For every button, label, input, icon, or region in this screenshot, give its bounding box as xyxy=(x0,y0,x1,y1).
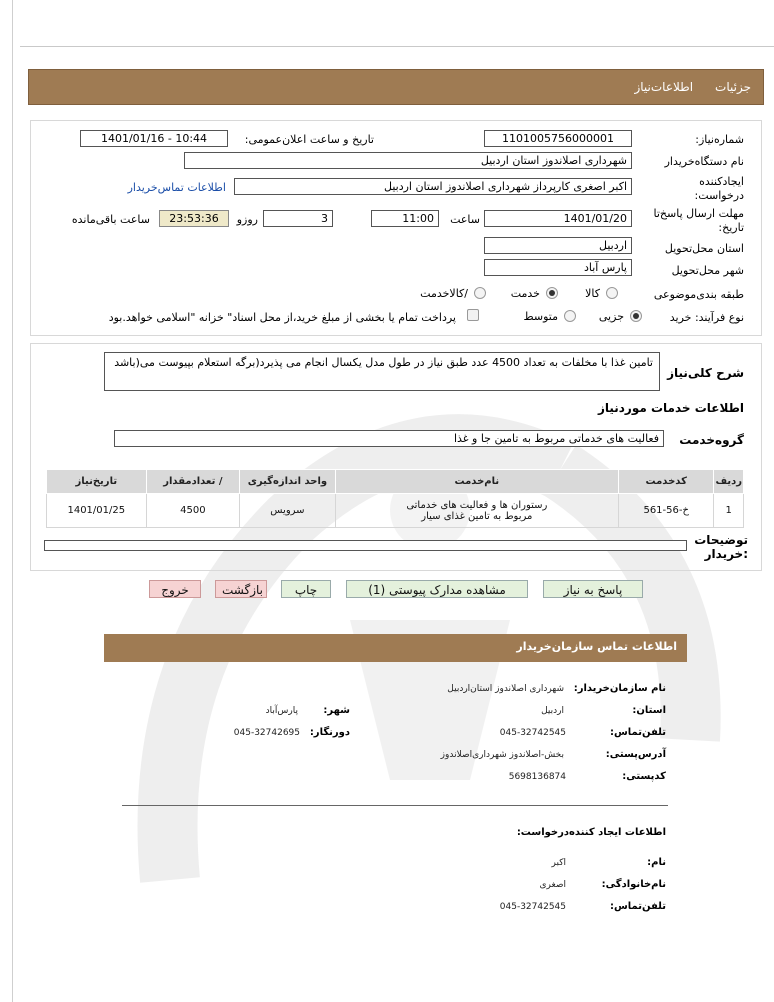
creator-phone-value: 045-32742545 xyxy=(499,902,566,912)
creator-name-label: نام: xyxy=(647,857,666,868)
creator-family-label: نام‌خانوادگی: xyxy=(601,879,666,890)
remaining-time-field: 23:53:36 xyxy=(159,210,229,227)
process-minor-label: جزیی xyxy=(598,310,624,323)
deadline-date-field: 1401/01/20 xyxy=(484,210,632,227)
city-label: شهر محل‌تحویل xyxy=(671,264,744,277)
details-header-bar xyxy=(28,69,764,105)
process-medium-radio[interactable] xyxy=(564,310,576,322)
cell-date: 1401/01/25 xyxy=(47,494,147,528)
col-qty: / تعدادمقدار xyxy=(146,470,240,494)
cell-row: 1 xyxy=(714,494,744,528)
deadline-time-field: 11:00 xyxy=(371,210,439,227)
creator-field: اکبر اصغری کارپرداز شهرداری اصلاندوز استان اردبیل xyxy=(234,178,632,195)
time-label: ساعت xyxy=(450,213,480,226)
contact-fax-label: دورنگار: xyxy=(309,727,350,738)
buyer-notes-label-1: توضیحات xyxy=(694,533,748,547)
category-service-radio[interactable] xyxy=(546,287,558,299)
contact-header-bar: اطلاعات تماس سازمان‌خریدار xyxy=(104,634,687,662)
category-goods-label: کالا xyxy=(585,287,600,300)
col-name: نام‌خدمت xyxy=(335,470,618,494)
contact-city-value: پارس‌آباد xyxy=(265,706,298,716)
treasury-payment-checkbox[interactable] xyxy=(467,309,479,321)
description-label: شرح کلی‌نیاز xyxy=(667,366,744,380)
announce-label: تاریخ و ساعت اعلان‌عمومی: xyxy=(244,133,374,146)
deadline-label-1: مهلت ارسال پاسخ‌تا xyxy=(653,207,744,220)
contact-org-label: نام سازمان‌خریدار: xyxy=(573,683,666,694)
contact-address-label: آدرس‌پستی: xyxy=(605,749,666,760)
announce-field: 1401/01/16 - 10:44 xyxy=(80,130,228,147)
top-divider xyxy=(20,46,774,47)
contact-province-label: استان: xyxy=(632,705,666,716)
category-both-radio[interactable] xyxy=(474,287,486,299)
contact-postal-label: کدپستی: xyxy=(622,771,666,782)
contact-phone-label: تلفن‌تماس: xyxy=(609,727,666,738)
province-label: استان محل‌تحویل xyxy=(664,242,744,255)
tab-details[interactable]: جزئیات xyxy=(715,80,751,94)
cell-unit: سرویس xyxy=(240,494,336,528)
buyer-org-field: شهرداری اصلاندوز استان اردبیل xyxy=(184,152,632,169)
city-field: پارس آباد xyxy=(484,259,632,276)
service-group-label: گروه‌خدمت xyxy=(679,433,744,447)
creator-name-value: اکبر xyxy=(551,858,566,868)
creator-label-1: ایجادکننده xyxy=(699,175,744,188)
contact-address-value: بخش-اصلاندوز شهرداری‌اصلاندوز xyxy=(440,750,564,760)
treasury-payment-note: پرداخت تمام یا بخشی از مبلغ خرید،از محل اسناد" خزانه "اسلامی خواهد.بود xyxy=(108,311,456,324)
creator-info-title: اطلاعات ایجاد کننده‌درخواست: xyxy=(516,827,666,838)
services-table xyxy=(46,469,744,528)
cell-name xyxy=(335,494,618,528)
deadline-label-2: تاریخ: xyxy=(718,221,744,234)
tab-need-info[interactable]: اطلاعات‌نیاز xyxy=(634,80,694,94)
creator-phone-label: تلفن‌تماس: xyxy=(609,901,666,912)
contact-province-value: اردبیل xyxy=(541,706,564,716)
category-service-label: خدمت xyxy=(510,287,540,300)
cell-name-line-1: رستوران ها و فعالیت های خدماتی xyxy=(406,499,548,511)
need-number-label: شماره‌نیاز: xyxy=(695,133,744,146)
col-unit: واحد اندازه‌گیری xyxy=(240,470,336,494)
page-left-border xyxy=(12,0,13,1002)
col-code: کدخدمت xyxy=(618,470,713,494)
attachments-button[interactable]: مشاهده مدارک پیوستی (1) xyxy=(346,580,528,598)
buyer-contact-link[interactable]: اطلاعات تماس‌خریدار xyxy=(127,181,226,194)
province-field: اردبیل xyxy=(484,237,632,254)
back-button[interactable]: بازگشت xyxy=(215,580,267,598)
service-group-field: فعالیت های خدماتی مربوط به تامین جا و غذا xyxy=(114,430,664,447)
process-medium-label: متوسط xyxy=(523,310,558,323)
contact-phone-value: 045-32742545 xyxy=(499,728,566,738)
category-goods-radio[interactable] xyxy=(606,287,618,299)
category-label: طبقه بندی‌موضوعی xyxy=(653,288,744,301)
creator-label-2: درخواست: xyxy=(694,189,744,202)
creator-family-value: اصغری xyxy=(539,880,566,890)
print-button[interactable]: چاپ xyxy=(281,580,331,598)
remaining-label: ساعت باقی‌مانده xyxy=(71,213,150,226)
cell-code: خ-56-561 xyxy=(618,494,713,528)
cell-qty: 4500 xyxy=(146,494,240,528)
contact-city-label: شهر: xyxy=(323,705,350,716)
table-row xyxy=(47,494,744,528)
cell-name-line-2: مربوط به تامین غذای سیار xyxy=(421,510,533,522)
contact-fax-value: 045-32742695 xyxy=(233,728,300,738)
col-row: ردیف xyxy=(714,470,744,494)
days-field: 3 xyxy=(263,210,333,227)
category-both-label: /کالاخدمت xyxy=(420,287,468,300)
services-title: اطلاعات خدمات موردنیاز xyxy=(597,401,744,415)
need-number-field: 1101005756000001 xyxy=(484,130,632,147)
exit-button[interactable]: خروج xyxy=(149,580,201,598)
contact-divider xyxy=(122,805,668,806)
buyer-notes-field xyxy=(44,540,687,551)
description-text: تامین غذا با مخلفات به تعداد 4500 عدد طبق نیاز در طول مدل یکسال انجام می پذیرد(برگه استعلام بپیوست می(باشد xyxy=(104,352,660,391)
contact-org-value: شهرداری اصلاندوز استان‌اردبیل xyxy=(447,684,564,694)
col-date: تاریخ‌نیاز xyxy=(47,470,147,494)
process-minor-radio[interactable] xyxy=(630,310,642,322)
contact-postal-value: 5698136874 xyxy=(508,772,566,782)
buyer-notes-label-2: :خریدار xyxy=(704,547,748,561)
day-label: روزو xyxy=(236,213,258,226)
process-label: نوع فرآیند: خرید xyxy=(669,311,744,324)
buyer-org-label: نام دستگاه‌خریدار xyxy=(664,155,744,168)
respond-button[interactable]: پاسخ به نیاز xyxy=(543,580,643,598)
